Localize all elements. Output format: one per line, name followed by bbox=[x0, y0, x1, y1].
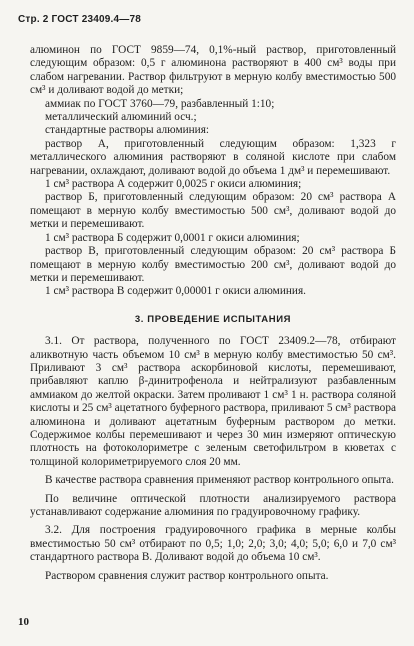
paragraph-solution-b: раствор Б, приготовленный следующим образом: 20 см³ раствора А помещают в мерную колбу вместимостью 500 см³, доливают водой до метки и перемешивают. bbox=[30, 191, 396, 231]
paragraph-solution-b-content: 1 см³ раствора Б содержит 0,0001 г окиси алюминия; bbox=[45, 231, 300, 244]
paragraph-solution-a: раствор А, приготовленный следующим образом: 1,323 г металлического алюминия растворяют в соляной кислоте при слабом нагревании, охлаждают, доливают водой до объема 1 дм³ и перемешивают. bbox=[30, 137, 396, 177]
paragraph-3-1: 3.1. От раствора, полученного по ГОСТ 23409.2—78, отбирают аликвотную часть объемом 10 см³ в мерную колбу вместимостью 50 см³. Приливают 3 см³ раствора аскорбиновой кислоты, перемешивают, прибавляют каплю β-динитрофенола и нейтрализуют разбавленным аммиаком до желтой окраски. Затем проливают 1 см³ 1 н. раствора соляной кислоты и 25 см³ ацетатного буферного раствора, приливают 5 см³ раствора алюминона и доливают ацетатным буферным раствором до метки. Содержимое колбы перемешивают и через 30 мин измеряют оптическую плотность на фотоколориметре с зеленым светофильтром в кюветах с толщиной колориметрируемого слоя 20 мм. bbox=[30, 335, 396, 468]
paragraph-3-2: 3.2. Для построения градуировочного графика в мерные колбы вместимостью 50 см³ отбирают по 0,5; 1,0; 2,0; 3,0; 4,0; 5,0; 6,0 и 7,0 см³ стандартного раствора В. Доливают водой до объема 10 см³. bbox=[30, 524, 396, 564]
paragraph-solution-a-content: 1 см³ раствора А содержит 0,0025 г окиси алюминия; bbox=[45, 178, 302, 191]
paragraph-reagent-aluminon: алюминон по ГОСТ 9859—74, 0,1%-ный раствор, приготовленный следующим образом: 0,5 г алюминона растворяют в 400 см³ воды при слабом нагревании. Раствор фильтруют в мерную колбу вместимостью 500 см³ и доливают водой до метки; bbox=[30, 44, 396, 97]
paragraph-standard-solutions: стандартные растворы алюминия: bbox=[45, 124, 210, 137]
paragraph-reagent-aluminium-metal: металлический алюминий осч.; bbox=[45, 111, 197, 124]
document-body bbox=[30, 44, 396, 583]
section-title: 3. ПРОВЕДЕНИЕ ИСПЫТАНИЯ bbox=[134, 313, 292, 325]
page-header: Стр. 2 ГОСТ 23409.4—78 bbox=[18, 14, 141, 25]
paragraph-solution-v-content: 1 см³ раствора В содержит 0,00001 г окиси алюминия. bbox=[45, 285, 306, 298]
paragraph-reference-control: Раствором сравнения служит раствор контрольного опыта. bbox=[45, 569, 329, 582]
paragraph-solution-v: раствор В, приготовленный следующим образом: 20 см³ раствора Б помещают в мерную колбу вместимостью 200 см³, доливают водой до метки и перемешивают. bbox=[30, 245, 396, 284]
paragraph-optical-density: По величине оптической плотности анализируемого раствора устанавливают содержание алюминия по градуировочному графику. bbox=[30, 492, 396, 518]
page-number: 10 bbox=[18, 616, 29, 628]
paragraph-reagent-ammonia: аммиак по ГОСТ 3760—79, разбавленный 1:10; bbox=[45, 97, 275, 110]
paragraph-reference-solution: В качестве раствора сравнения применяют раствор контрольного опыта. bbox=[45, 474, 394, 487]
